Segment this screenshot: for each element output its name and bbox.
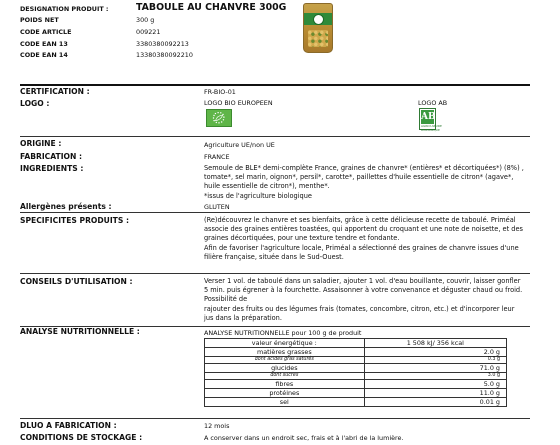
nutrient-value: 0.01 g xyxy=(364,397,506,406)
nutrient-name: dont acides gras saturés xyxy=(205,357,365,364)
nutrient-name: valeur énergétique : xyxy=(205,339,365,348)
specificites-label: SPECIFICITES PRODUITS : xyxy=(20,216,130,225)
nutrient-name: protéines xyxy=(205,388,365,397)
table-row xyxy=(205,379,507,388)
ean13-label: CODE EAN 13 xyxy=(20,40,68,48)
table-row xyxy=(205,372,507,379)
eu-organic-leaf-logo xyxy=(206,109,232,127)
divider xyxy=(20,84,530,86)
fabrication-value: FRANCE xyxy=(204,153,230,161)
divider xyxy=(20,418,530,419)
dluo-value: 12 mois xyxy=(204,422,230,430)
origine-label: ORIGINE : xyxy=(20,139,62,148)
code-article-label: CODE ARTICLE xyxy=(20,28,72,36)
divider xyxy=(20,136,530,137)
table-row xyxy=(205,388,507,397)
certification-label: CERTIFICATION : xyxy=(20,87,90,96)
nutrient-name: fibres xyxy=(205,379,365,388)
ingredients-text: Semoule de BLE* demi-complète France, graines de chanvre* (entières* et décortiquées*) (8%) , tomate*, sel marin, oignon*, persil*, carotte*, paillettes d'huile essentielle de citron* (agave*, huile essentielle de citron*), menthe*. *issus de l'agriculture biologique xyxy=(204,164,524,200)
designation-label: DESIGNATION PRODUIT : xyxy=(20,5,109,13)
nutrient-name: matières grasses xyxy=(205,348,365,357)
product-title: TABOULE AU CHANVRE 300G xyxy=(136,2,287,13)
nutrient-value: 71.0 g xyxy=(364,363,506,372)
divider xyxy=(20,273,530,274)
conseils-label: CONSEILS D'UTILISATION : xyxy=(20,277,133,286)
nutrient-value: 11.0 g xyxy=(364,388,506,397)
nutrient-name: glucides xyxy=(205,363,365,372)
fabrication-label: FABRICATION : xyxy=(20,152,83,161)
nutrition-caption: ANALYSE NUTRITIONNELLE pour 100 g de produit xyxy=(204,329,362,337)
product-package-image xyxy=(303,3,333,53)
specificites-text: (Re)découvrez le chanvre et ses bienfaits, grâce à cette délicieuse recette de taboulé. Priméal associe des graines entières toastées, qui apportent du croquant et une note de noisette, et des graines décortiquées, pour une texture tendre et fondante. Afin de favoriser l'agriculture locale, Priméal a sélectionné des graines de chanvre issues d'une filière française, située dans le Sud-Ouest. xyxy=(204,216,523,261)
poids-net-value: 300 g xyxy=(136,16,155,24)
table-row xyxy=(205,363,507,372)
nutrient-value: 1 508 kJ/ 356 kcal xyxy=(364,339,506,348)
table-row xyxy=(205,397,507,406)
certification-value: FR-BIO-01 xyxy=(204,88,236,96)
allergenes-value: GLUTEN xyxy=(204,203,230,211)
eu-logo-caption: LOGO BIO EUROPEEN xyxy=(204,99,273,107)
ingredients-label: INGREDIENTS : xyxy=(20,164,84,173)
ean13-value: 3380380092213 xyxy=(136,40,189,48)
conseils-text: Verser 1 vol. de taboulé dans un saladier, ajouter 1 vol. d'eau bouillante, couvrir, laisser gonfler 5 min. puis égrener à la fourchette. Assaisonner à votre convenance et déguster chaud ou froid. Possibilité de rajouter des fruits ou des légumes frais (tomates, concombre, citron, etc.) et d'incorporer leur jus dans la préparation. xyxy=(204,277,523,322)
dluo-label: DLUO A FABRICATION : xyxy=(20,421,117,430)
ab-logo-subtext: AGRICULTURE BIOLOGIQUE xyxy=(421,124,442,132)
logo-label: LOGO : xyxy=(20,99,50,108)
nutrient-name: sel xyxy=(205,397,365,406)
ab-logo-caption: LOGO AB xyxy=(418,99,448,107)
divider xyxy=(20,212,530,213)
table-row xyxy=(205,339,507,348)
nutrient-value: 5.0 g xyxy=(364,379,506,388)
stockage-value: A conserver dans un endroit sec, frais et à l'abri de la lumière. xyxy=(204,434,404,442)
table-row xyxy=(205,348,507,357)
ean14-value: 13380380092210 xyxy=(136,51,193,59)
origine-value: Agriculture UE/non UE xyxy=(204,141,275,149)
nutrient-name: dont sucres xyxy=(205,372,365,379)
ab-organic-logo xyxy=(419,108,442,132)
ab-logo-text: AB xyxy=(421,112,436,122)
ean14-label: CODE EAN 14 xyxy=(20,51,68,59)
stockage-label: CONDITIONS DE STOCKAGE : xyxy=(20,433,143,442)
nutrient-value: 3.0 g xyxy=(364,372,506,379)
nutrition-table xyxy=(204,338,507,407)
poids-net-label: POIDS NET xyxy=(20,16,59,24)
allergenes-label: Allergènes présents : xyxy=(20,202,112,211)
table-row xyxy=(205,357,507,364)
code-article-value: 009221 xyxy=(136,28,161,36)
nutrient-value: 2.0 g xyxy=(364,348,506,357)
nutrient-value: 0.3 g xyxy=(364,357,506,364)
nutrition-label: ANALYSE NUTRITIONNELLE : xyxy=(20,327,140,336)
